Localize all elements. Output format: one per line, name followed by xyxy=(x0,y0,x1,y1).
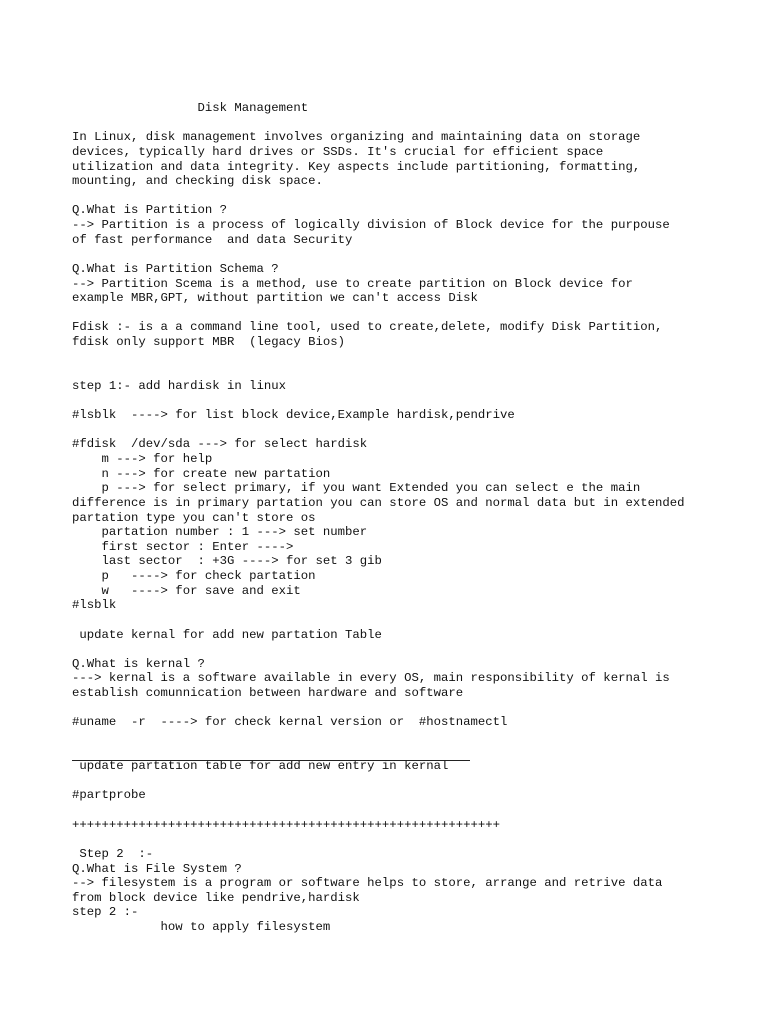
text-line: #lsblk ----> for list block device,Example hardisk,pendrive xyxy=(72,408,515,423)
text-line: Step 2 :- xyxy=(72,846,154,861)
text-line: #uname -r ----> for check kernal version or #hostnamectl xyxy=(72,715,508,730)
text-line: difference is in primary partation you can store OS and normal data but in extended xyxy=(72,495,685,510)
text-line: #partprobe xyxy=(72,788,146,803)
text-line: update partation table for add new entry in kernal xyxy=(72,759,449,774)
horizontal-rule xyxy=(72,760,470,761)
text-line: Q.What is Partition ? xyxy=(72,203,227,218)
text-line: update kernal for add new partation Table xyxy=(72,627,382,642)
text-line: --> Partition is a process of logically division of Block device for the purpouse xyxy=(72,218,670,232)
text-line: Q.What is File System ? xyxy=(72,861,242,876)
text-line: In Linux, disk management involves organizing and maintaining data on storage xyxy=(72,130,641,145)
text-line: Q.What is kernal ? xyxy=(72,656,205,671)
document-body xyxy=(72,101,685,935)
text-line: p ---> for select primary, if you want Extended you can select e the main xyxy=(72,481,641,496)
text-line: n ---> for create new partation xyxy=(72,466,331,481)
text-line: example MBR,GPT, without partition we can't access Disk xyxy=(72,291,478,306)
text-line: first sector : Enter ----> xyxy=(72,539,294,554)
text-line: step 1:- add hardisk in linux xyxy=(72,378,287,393)
text-line: #fdisk /dev/sda ---> for select hardisk xyxy=(72,437,368,452)
text-line: partation type you can't store os xyxy=(72,510,316,525)
text-line: step 2 :- xyxy=(72,905,139,920)
text-line: ---> kernal is a software available in every OS, main responsibility of kernal is xyxy=(72,671,670,686)
text-line: p ----> for check partation xyxy=(72,569,316,583)
text-line: devices, typically hard drives or SSDs. It's crucial for efficient space xyxy=(72,144,604,159)
text-line: Fdisk :- is a a command line tool, used to create,delete, modify Disk Partition, xyxy=(72,320,663,335)
document-title: Disk Management xyxy=(72,101,309,115)
text-line: --> Partition Scema is a method, use to create partition on Block device for xyxy=(72,276,633,291)
text-line: ++++++++++++++++++++++++++++++++++++++++++++++++++++++++++ xyxy=(72,817,501,832)
text-line: partation number : 1 ---> set number xyxy=(72,525,368,540)
text-line: utilization and data integrity. Key aspects include partitioning, formatting, xyxy=(72,159,641,174)
text-line: #lsblk xyxy=(72,598,117,613)
text-line: --> filesystem is a program or software helps to store, arrange and retrive data xyxy=(72,876,663,891)
text-line: of fast performance and data Security xyxy=(72,232,353,247)
text-line: last sector : +3G ----> for set 3 gib xyxy=(72,554,382,569)
text-line: w ----> for save and exit xyxy=(72,583,301,598)
text-line: Q.What is Partition Schema ? xyxy=(72,261,279,276)
text-line: how to apply filesystem xyxy=(72,920,331,934)
text-line: from block device like pendrive,hardisk xyxy=(72,890,360,905)
text-line: m ---> for help xyxy=(72,452,213,466)
text-line: establish comunnication between hardware and software xyxy=(72,686,464,700)
text-line: fdisk only support MBR (legacy Bios) xyxy=(72,335,346,349)
text-line: mounting, and checking disk space. xyxy=(72,174,323,189)
